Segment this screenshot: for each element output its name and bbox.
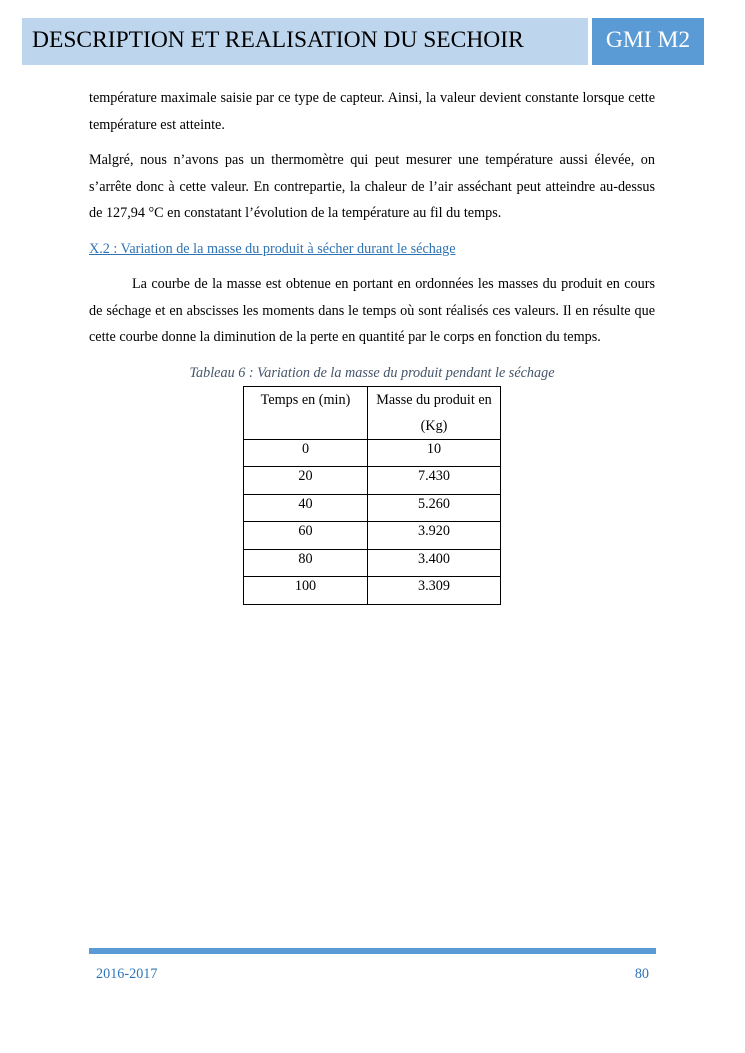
- footer-page-number: 80: [634, 966, 649, 982]
- body-paragraph-3: La courbe de la masse est obtenue en portant en ordonnées les masses du produit en cours de séchage et en abscisses les moments dans le temps où sont réalisés ces valeurs. Il en résulte que cette courbe donne la diminution de la perte en quantité par le corps en fonction du temps.: [89, 276, 655, 345]
- footer-year: 2016-2017: [96, 966, 158, 982]
- table-header-mass: Masse du produit en (Kg): [368, 386, 501, 439]
- table-cell-mass: 10: [368, 439, 501, 467]
- section-heading-text: X.2 : Variation de la masse du produit à sécher durant le séchage: [89, 240, 456, 257]
- table-caption: Tableau 6 : Variation de la masse du produit pendant le séchage: [189, 364, 555, 381]
- table-row: [244, 549, 501, 577]
- table-row: [244, 577, 501, 605]
- table-row: [244, 439, 501, 467]
- table-cell-time: 20: [244, 467, 368, 495]
- table-cell-mass: 3.920: [368, 522, 501, 550]
- table-cell-time: 60: [244, 522, 368, 550]
- body-paragraph-1: température maximale saisie par ce type de capteur. Ainsi, la valeur devient constante lorsque cette température est atteinte.: [89, 90, 655, 133]
- footer-divider: [89, 948, 656, 954]
- table-cell-mass: 3.400: [368, 549, 501, 577]
- table-row: [244, 467, 501, 495]
- table-cell-time: 80: [244, 549, 368, 577]
- table-cell-mass: 3.309: [368, 577, 501, 605]
- table-row: [244, 522, 501, 550]
- header-badge: GMI M2: [592, 18, 704, 65]
- header-title: DESCRIPTION ET REALISATION DU SECHOIR: [22, 18, 588, 65]
- table-header-time: Temps en (min): [244, 386, 368, 439]
- table-row: [244, 494, 501, 522]
- section-heading: [89, 236, 655, 263]
- table-cell-mass: 7.430: [368, 467, 501, 495]
- data-table: [243, 386, 501, 606]
- body-paragraph-2: Malgré, nous n’avons pas un thermomètre qui peut mesurer une température aussi élevée, on s’arrête donc à cette valeur. En contrepartie, la chaleur de l’air asséchant peut atteindre au-dessus de 127,94 °C en constatant l’évolution de la température au fil du temps.: [89, 152, 655, 221]
- table-cell-time: 100: [244, 577, 368, 605]
- page-content: [89, 85, 655, 605]
- table-header-row: [244, 386, 501, 439]
- table-cell-mass: 5.260: [368, 494, 501, 522]
- table-cell-time: 0: [244, 439, 368, 467]
- table-cell-time: 40: [244, 494, 368, 522]
